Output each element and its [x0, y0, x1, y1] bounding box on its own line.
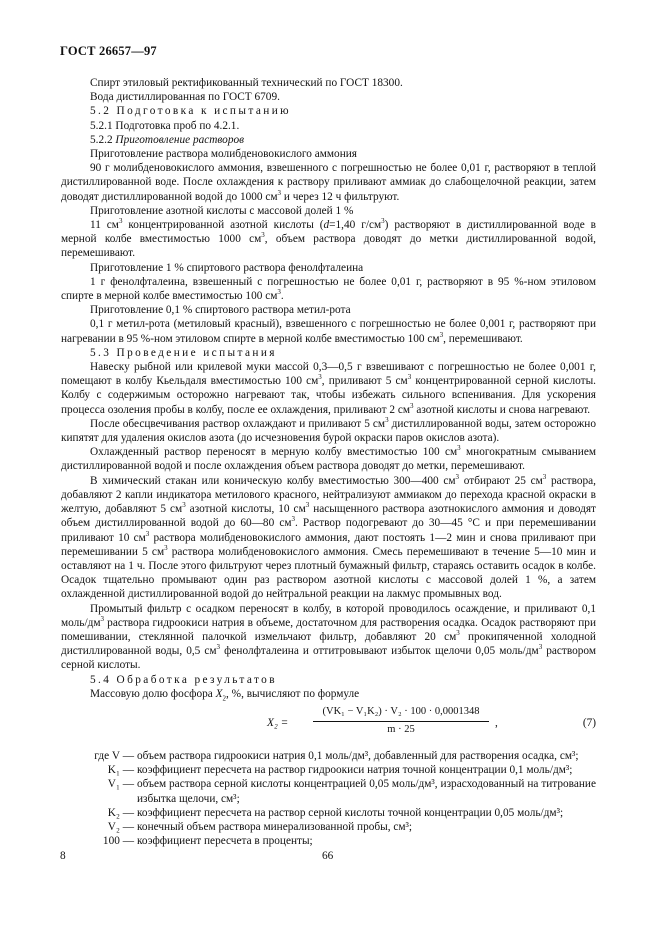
definition-row	[61, 749, 596, 763]
definition-text: коэффициент пересчета на раствор серной кислоты точной концентрации 0,05 моль/дм³;	[137, 806, 564, 819]
definition-key: V₂ —	[107, 820, 134, 833]
definitions-list	[61, 749, 596, 848]
definition-key: K₂ —	[107, 806, 134, 819]
paragraph: 11 $см^3$ концентрированной азотной кислоты (d=1,40 $г/см^3$) растворяют в дистиллированной воде в мерной колбе вместимостью 1000 $см^3$, объем раствора доводят до метки дистиллированной водой, перемешивают.	[61, 217, 596, 260]
paragraph: 1 г фенолфталеина, взвешенный с погрешностью не более 0,01 г, растворяют в 95 %-ном этиловом спирте в мерной колбе вместимостью 100 $см^3$.	[61, 275, 596, 303]
procedure-heading: Приготовление 0,1 % спиртового раствора метил-рота	[90, 304, 351, 317]
document-body	[61, 76, 596, 848]
formula-comma: ,	[495, 716, 498, 729]
page-number-left: 8	[60, 850, 66, 862]
definition-row	[61, 777, 596, 805]
section-heading: 5.2 Подготовка к испытанию	[90, 105, 291, 118]
definition-key: K₁ —	[107, 764, 134, 777]
subsection-heading: 5.2.2 Приготовление растворов	[90, 133, 245, 146]
definition-text: коэффициент пересчета в проценты;	[137, 835, 313, 848]
paragraph: После обесцвечивания раствор охлаждают и приливают 5 $см^3$ дистиллированной воды, затем осторожно кипятят для удаления окислов азота (до исчезновения бурой окраски паров окислов азота).	[61, 416, 596, 445]
definition-key: где V —	[94, 749, 134, 762]
paragraph: В химический стакан или коническую колбу вместимостью 300—400 $см^3$ отбирают 25 $см^3$ раствора, добавляют 2 капли индикатора метилового красного, нейтрализуют аммиаком до перехода красной окраски в желтую, добавляют 5 $см^3$ азотной кислоты, 10 $см^3$ насыщенного раствора азотнокислого аммония и доводят объем дистиллированной водой до 60—80 $см^3$. Раствор подогревают до 30—45 °С и при перемешивании приливают 10 $см^3$ раствора молибденовокислого аммония, дают постоять 1—2 мин и снова приливают при перемешивании 5 $см^3$ раствора молибденовокислого аммония. Смесь перемешивают в течение 5—10 мин и оставляют на 1 ч. После этого фильтруют через плотный бумажный фильтр, стараясь оставить осадок в колбе. Осадок тщательно промывают один раз раствором азотной кислоты с массовой долей 1 %, а затем охлажденной дистиллированной водой до нейтральной реакции на лакмус промывных вод.	[61, 472, 597, 601]
paragraph: Навеску рыбной или крилевой муки массой 0,3—0,5 г взвешивают с погрешностью не более 0,001 г, помещают в колбу Кьельдаля вместимостью 100 $см^3$, приливают 5 $см^3$ концентрированной серной кислоты. Колбу с содержимым осторожно нагревают так, чтобы избежать сильного вспенивания. Для ускорения процесса озоления пробы в колбу, после ее охлаждения, приливают 2 $см^3$ азотной кислоты и снова нагревают.	[61, 361, 596, 416]
definition-row	[61, 820, 596, 834]
definition-row	[61, 834, 596, 848]
paragraph: Промытый фильтр с осадком переносят в колбу, в которой проводилось осаждение, и приливают 0,1 моль/$дм^3$ раствора гидроокиси натрия в объеме, достаточном для растворения осадка. Осадок растворяют при помешивании, стеклянной палочкой измельчают фильтр, добавляют 20 $см^3$ прокипяченной холодной дистиллированной воды, 0,5 $см^3$ фенолфталеина и оттитровывают избыток щелочи 0,05 моль/$дм^3$ раствором серной кислоты.	[61, 602, 597, 672]
procedure-heading: Приготовление 1 % спиртового раствора фенолфталеина	[90, 261, 364, 274]
reagent-line: Спирт этиловый ректификованный технический по ГОСТ 18300.	[90, 77, 403, 89]
subsection-line: 5.2.1 Подготовка проб по 4.2.1.	[90, 119, 240, 132]
procedure-heading: Приготовление раствора молибденовокислого аммония	[90, 148, 357, 161]
formula-number: (7)	[582, 716, 596, 729]
page-number-center: 66	[322, 850, 334, 862]
procedure-heading: Приготовление азотной кислоты с массовой долей 1 %	[90, 204, 354, 217]
definition-text: объем раствора гидроокиси натрия 0,1 моль/дм³, добавленный для растворения осадка, см³;	[137, 749, 579, 762]
formula-fraction	[313, 705, 489, 737]
definition-text: объем раствора серной кислоты концентрацией 0,05 моль/дм³, израсходованный на титрование избытка щелочи, см³;	[137, 778, 596, 805]
document-header: ГОСТ 26657—97	[60, 44, 157, 58]
paragraph: 0,1 г метил-рота (метиловый красный), взвешенного с погрешностью не более 0,001 г, растворяют при нагревании в 95 %-ном этиловом спирте в мерной колбе вместимостью 100 $см^3$, перемешивают.	[61, 318, 596, 345]
paragraph: Охлажденный раствор переносят в мерную колбу вместимостью 100 $см^3$ многократным смыванием дистиллированной водой и после охлаждения объем раствора доводят до метки, перемешивают.	[61, 444, 596, 473]
formula-numerator: (VK₁ − V₁K₂) · V₂ · 100 · 0,0001348	[313, 705, 489, 722]
section-heading: 5.3 Проведение испытания	[90, 346, 277, 359]
formula-denominator: m · 25	[387, 724, 415, 736]
definition-row	[61, 806, 596, 820]
definition-key: V₁ —	[107, 778, 134, 791]
paragraph: 90 г молибденовокислого аммония, взвешенного с погрешностью не более 0,01 г, растворяют в теплой дистиллированной воде. После охлаждения к раствору приливают аммиак до слабощелочной реакции, затем доводят дистиллированной водой до 1000 $см^3$ и через 12 ч фильтруют.	[61, 162, 596, 203]
definition-text: конечный объем раствора минерализованной пробы, см³;	[137, 820, 413, 833]
reagent-line: Вода дистиллированная по ГОСТ 6709.	[90, 91, 280, 104]
formula-intro: Массовую долю фосфора $X_2$, %, вычисляют по формуле	[90, 687, 360, 702]
definition-row	[61, 763, 596, 777]
definition-key: 100 —	[102, 835, 134, 848]
formula-7	[61, 703, 596, 743]
formula-lhs: X₂ =	[267, 716, 289, 729]
definition-text: коэффициент пересчета на раствор гидроокиси натрия точной концентрации 0,1 моль/дм³;	[137, 764, 573, 777]
section-heading: 5.4 Обработка результатов	[90, 673, 277, 686]
